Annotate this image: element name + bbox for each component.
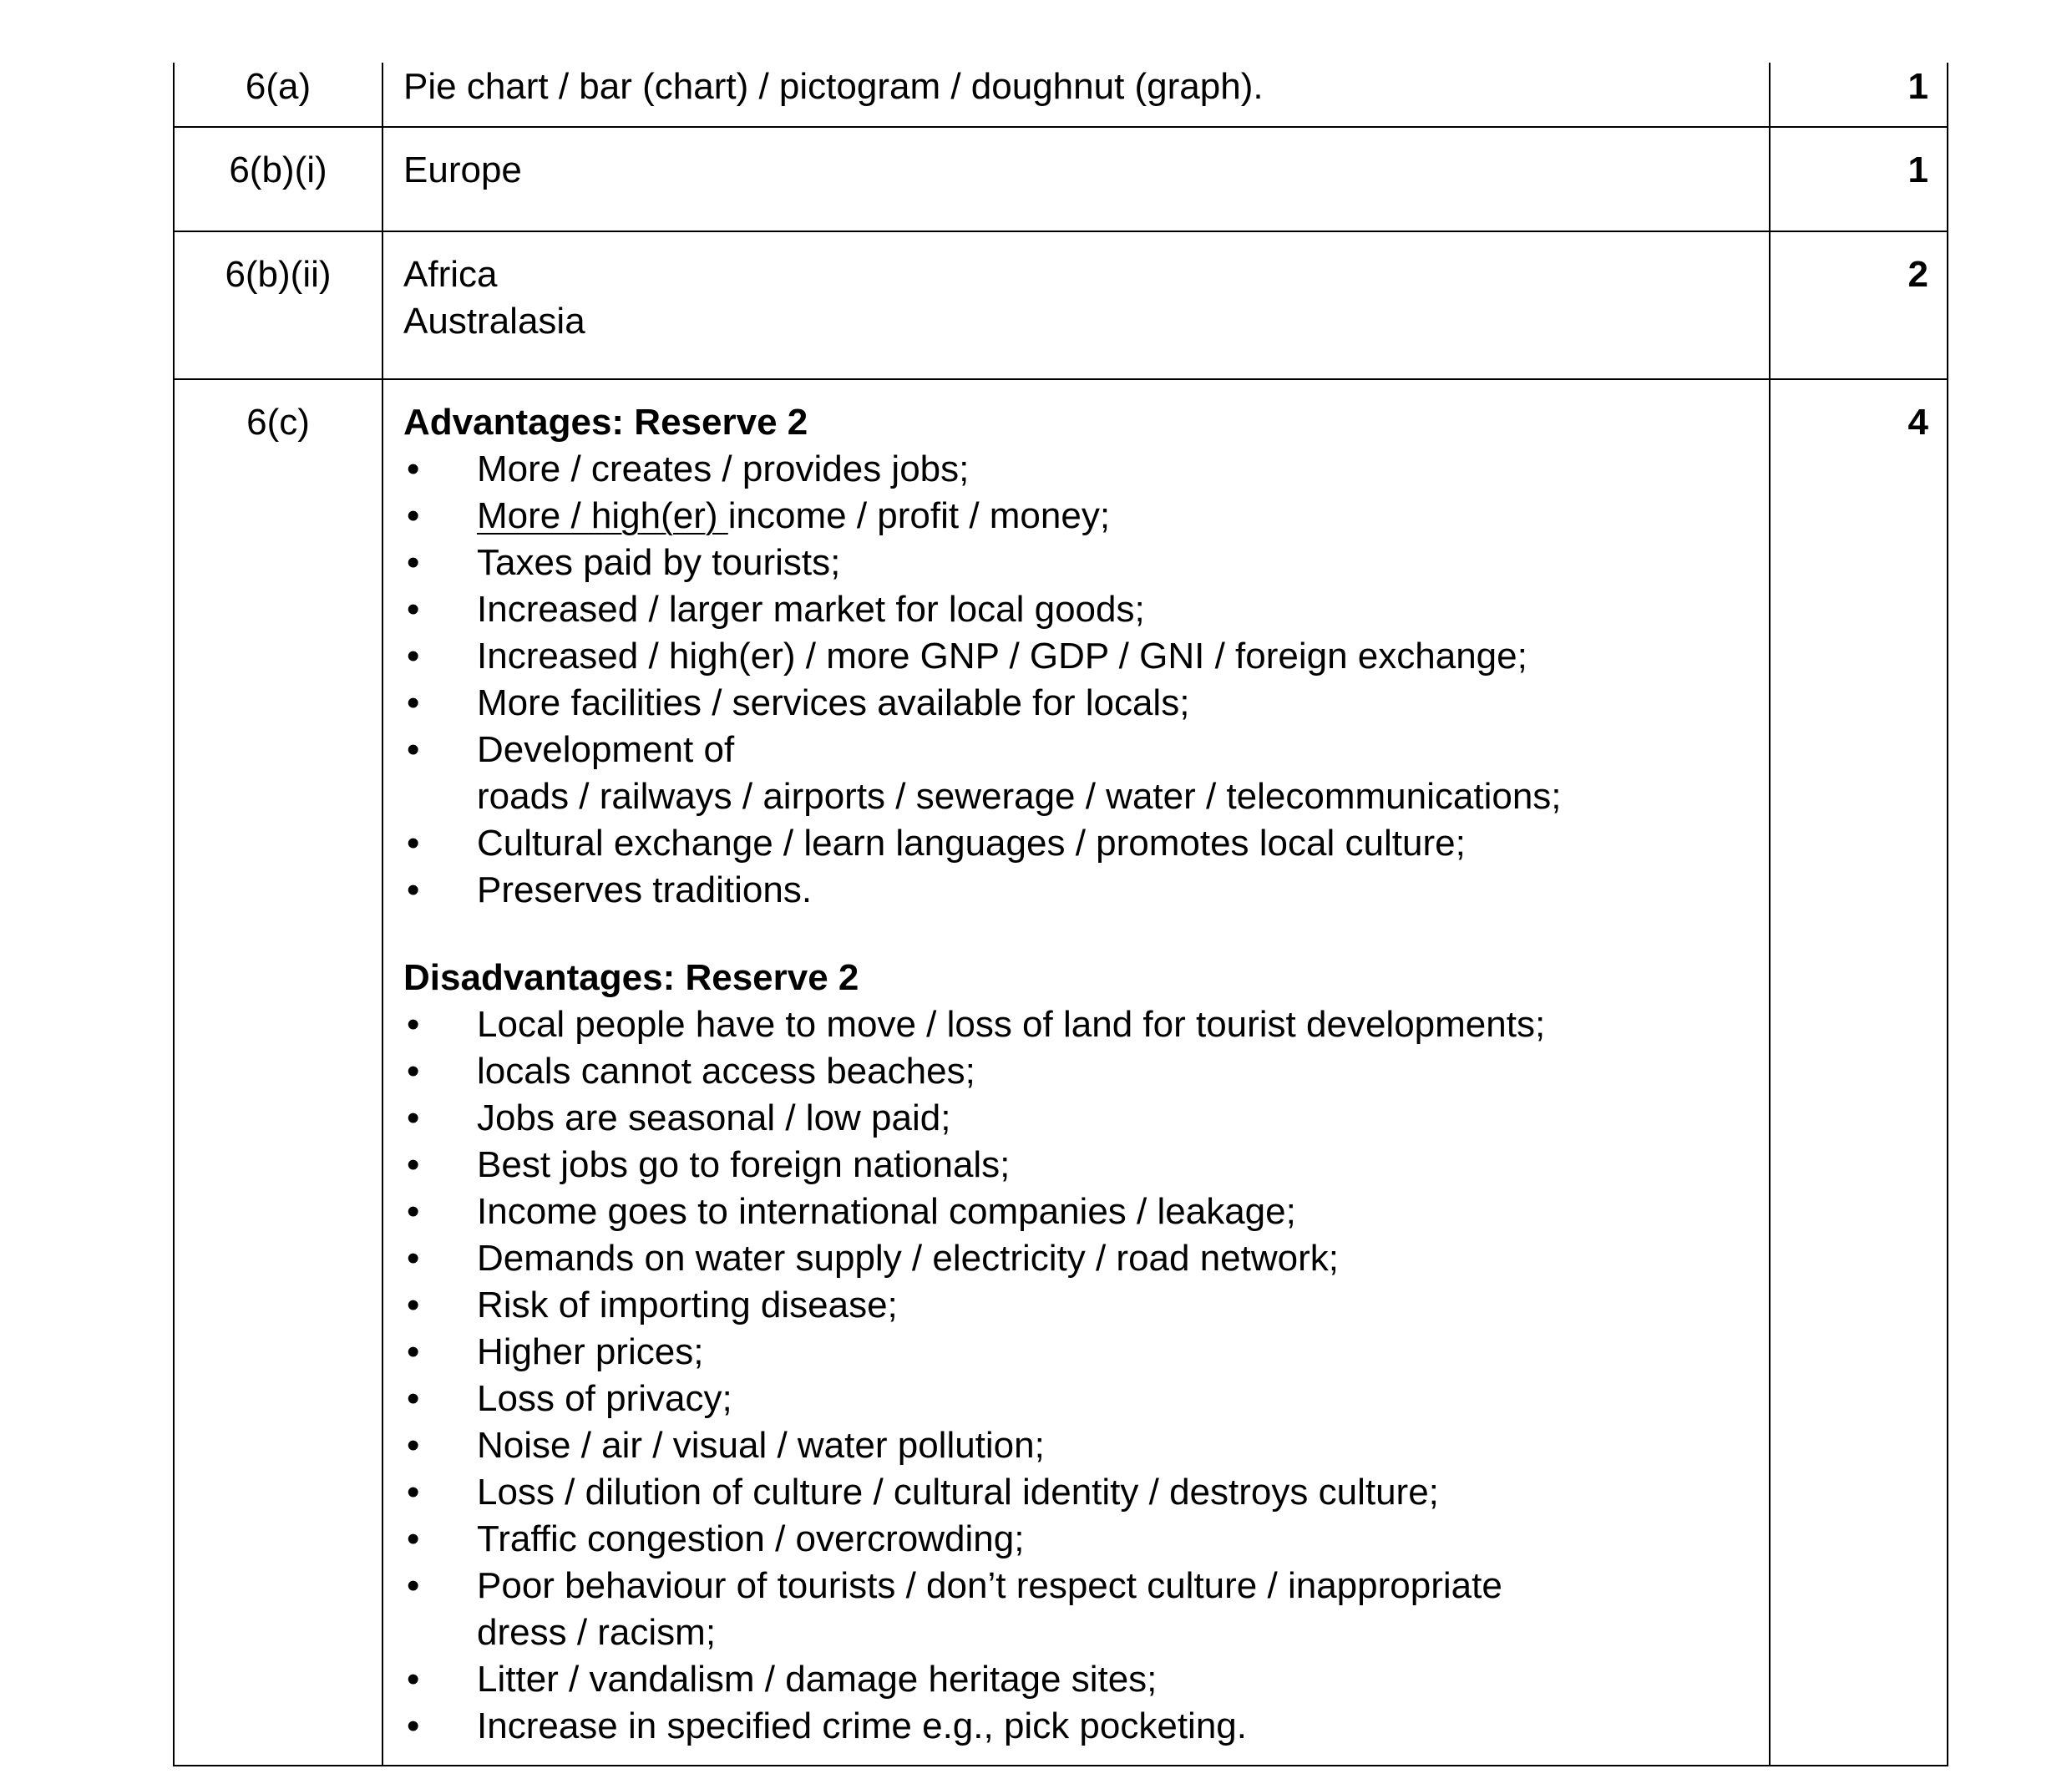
- marks-value: 2: [1770, 231, 1948, 379]
- table-row: [174, 63, 1948, 127]
- list-item: • Jobs are seasonal / low paid;: [403, 1095, 1769, 1142]
- answer-cell: [382, 231, 1770, 379]
- list-item-line: • Development of: [477, 729, 735, 770]
- list-item: • More / creates / provides jobs;: [403, 446, 1769, 493]
- list-item: • Noise / air / visual / water pollution;: [403, 1422, 1769, 1469]
- list-item: • Higher prices;: [403, 1329, 1769, 1376]
- list-item: • Income goes to international companies / leakage;: [403, 1188, 1769, 1235]
- question-number: 6(b)(i): [174, 127, 382, 231]
- answer-line: Australasia: [403, 301, 585, 342]
- list-item: • Litter / vandalism / damage heritage sites;: [403, 1656, 1769, 1703]
- list-item: • Traffic congestion / overcrowding;: [403, 1516, 1769, 1563]
- list-item-text: income / profit / money;: [727, 495, 1111, 536]
- list-item-line: roads / railways / airports / sewerage / water / telecommunications;: [477, 776, 1562, 817]
- list-item: • Increased / high(er) / more GNP / GDP / GNI / foreign exchange;: [403, 633, 1769, 680]
- list-item: • Demands on water supply / electricity / road network;: [403, 1235, 1769, 1282]
- list-item: [403, 727, 1769, 820]
- list-item: • Taxes paid by tourists;: [403, 540, 1769, 586]
- list-item: • Loss / dilution of culture / cultural identity / destroys culture;: [403, 1469, 1769, 1516]
- list-item: • Cultural exchange / learn languages / promotes local culture;: [403, 820, 1769, 867]
- list-item: • Increase in specified crime e.g., pick pocketing.: [403, 1703, 1769, 1750]
- list-item: • Risk of importing disease;: [403, 1282, 1769, 1329]
- list-item: • Best jobs go to foreign nationals;: [403, 1142, 1769, 1188]
- answer-text: Pie chart / bar (chart) / pictogram / doughnut (graph).: [382, 63, 1770, 127]
- table-row: [174, 127, 1948, 231]
- advantages-heading: Advantages: Reserve 2: [403, 402, 808, 443]
- section-gap: [403, 914, 1769, 955]
- table-row: [174, 379, 1948, 1766]
- answer-text: Europe: [382, 127, 1770, 231]
- list-item: • Increased / larger market for local goods;: [403, 586, 1769, 633]
- disadvantages-list: [403, 1001, 1769, 1750]
- table-row: [174, 231, 1948, 379]
- advantages-list: [403, 446, 1769, 914]
- answer-cell: [382, 379, 1770, 1766]
- mark-scheme-table: [173, 63, 1948, 1766]
- list-item-line: • Poor behaviour of tourists / don’t respect culture / inappropriate: [477, 1565, 1502, 1606]
- question-number: 6(b)(ii): [174, 231, 382, 379]
- marks-value: 4: [1770, 379, 1948, 1766]
- question-number: 6(c): [174, 379, 382, 1766]
- answer-line: Africa: [403, 254, 498, 295]
- list-item: • Loss of privacy;: [403, 1376, 1769, 1422]
- list-item: [403, 493, 1769, 540]
- list-item-line: dress / racism;: [477, 1612, 717, 1653]
- marks-value: 1: [1770, 127, 1948, 231]
- marks-value: 1: [1770, 63, 1948, 127]
- list-item: [403, 1563, 1769, 1656]
- question-number: 6(a): [174, 63, 382, 127]
- list-item: • More facilities / services available for locals;: [403, 680, 1769, 727]
- underlined-text: More / high(er): [477, 495, 728, 536]
- disadvantages-heading: Disadvantages: Reserve 2: [403, 957, 859, 998]
- list-item: • locals cannot access beaches;: [403, 1048, 1769, 1095]
- list-item: • Local people have to move / loss of land for tourist developments;: [403, 1001, 1769, 1048]
- list-item: • Preserves traditions.: [403, 867, 1769, 914]
